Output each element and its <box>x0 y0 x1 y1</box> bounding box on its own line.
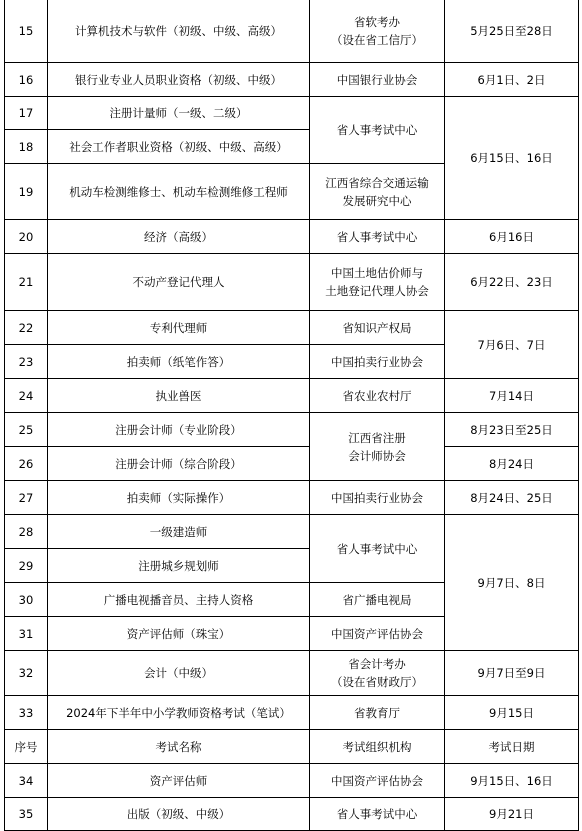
org-cell: 省人事考试中心 <box>310 798 445 831</box>
exam-name-cell: 计算机技术与软件（初级、中级、高级） <box>48 0 310 63</box>
date-cell: 9月7日、8日 <box>445 515 579 651</box>
seq-cell: 35 <box>5 798 48 831</box>
org-cell <box>310 254 445 311</box>
table-row <box>5 798 579 831</box>
org-cell: 中国拍卖行业协会 <box>310 481 445 515</box>
date-cell: 7月14日 <box>445 379 579 413</box>
seq-cell: 19 <box>5 164 48 220</box>
date-cell: 9月15日、16日 <box>445 764 579 798</box>
table-row <box>5 696 579 730</box>
exam-name-cell: 拍卖师（纸笔作答） <box>48 345 310 379</box>
seq-cell: 33 <box>5 696 48 730</box>
table-row <box>5 447 579 481</box>
org-cell: 省人事考试中心 <box>310 220 445 254</box>
org-line: 发展研究中心 <box>342 193 412 208</box>
table-row <box>5 413 579 447</box>
date-cell: 9月21日 <box>445 798 579 831</box>
table-row <box>5 254 579 311</box>
org-cell <box>310 0 445 63</box>
org-line: 会计师协会 <box>348 448 406 463</box>
seq-cell: 29 <box>5 549 48 583</box>
seq-cell: 21 <box>5 254 48 311</box>
table-row <box>5 481 579 515</box>
exam-name-cell: 出版（初级、中级） <box>48 798 310 831</box>
org-line: 江西省综合交通运输 <box>325 175 429 190</box>
org-cell: 省教育厅 <box>310 696 445 730</box>
exam-name-cell: 资产评估师 <box>48 764 310 798</box>
org-line: 省会计考办 <box>348 657 406 671</box>
seq-cell: 34 <box>5 764 48 798</box>
table-row <box>5 0 579 63</box>
exam-name-cell: 银行业专业人员职业资格（初级、中级） <box>48 63 310 97</box>
org-line: （设在省工信厅） <box>331 33 423 47</box>
exam-name-cell: 注册会计师（专业阶段） <box>48 413 310 447</box>
date-cell: 8月24日、25日 <box>445 481 579 515</box>
org-cell: 省广播电视局 <box>310 583 445 617</box>
seq-cell: 28 <box>5 515 48 549</box>
org-cell <box>310 651 445 696</box>
seq-cell: 30 <box>5 583 48 617</box>
seq-cell: 20 <box>5 220 48 254</box>
date-cell: 9月15日 <box>445 696 579 730</box>
date-cell: 6月15日、16日 <box>445 97 579 220</box>
org-cell: 中国拍卖行业协会 <box>310 345 445 379</box>
exam-name-cell: 注册会计师（综合阶段） <box>48 447 310 481</box>
exam-name-cell: 社会工作者职业资格（初级、中级、高级） <box>48 130 310 164</box>
table-row <box>5 515 579 549</box>
seq-cell: 15 <box>5 0 48 63</box>
date-cell: 5月25日至28日 <box>445 0 579 63</box>
table-row <box>5 651 579 696</box>
date-cell: 7月6日、7日 <box>445 311 579 379</box>
seq-cell: 18 <box>5 130 48 164</box>
seq-cell: 26 <box>5 447 48 481</box>
org-cell: 中国银行业协会 <box>310 63 445 97</box>
seq-cell: 24 <box>5 379 48 413</box>
date-cell: 6月22日、23日 <box>445 254 579 311</box>
seq-cell: 32 <box>5 651 48 696</box>
table-row <box>5 379 579 413</box>
org-line: （设在省财政厅） <box>331 675 423 689</box>
org-line: 省软考办 <box>354 15 400 29</box>
seq-cell: 16 <box>5 63 48 97</box>
table-header-row <box>5 730 579 764</box>
org-line: 土地登记代理人协会 <box>325 284 429 298</box>
header-name: 考试名称 <box>48 730 310 764</box>
org-cell: 中国资产评估协会 <box>310 764 445 798</box>
org-cell: 中国资产评估协会 <box>310 617 445 651</box>
seq-cell: 27 <box>5 481 48 515</box>
exam-name-cell: 拍卖师（实际操作） <box>48 481 310 515</box>
org-line: 中国土地估价师与 <box>331 266 423 280</box>
header-date: 考试日期 <box>445 730 579 764</box>
table-row <box>5 764 579 798</box>
exam-name-cell: 资产评估师（珠宝） <box>48 617 310 651</box>
date-cell: 8月23日至25日 <box>445 413 579 447</box>
exam-schedule-table <box>4 0 579 831</box>
seq-cell: 25 <box>5 413 48 447</box>
org-cell <box>310 413 445 481</box>
table-row <box>5 97 579 130</box>
org-cell: 省农业农村厅 <box>310 379 445 413</box>
exam-name-cell: 注册城乡规划师 <box>48 549 310 583</box>
exam-name-cell: 执业兽医 <box>48 379 310 413</box>
date-cell: 9月7日至9日 <box>445 651 579 696</box>
exam-name-cell: 经济（高级） <box>48 220 310 254</box>
org-cell: 省人事考试中心 <box>310 515 445 583</box>
seq-cell: 23 <box>5 345 48 379</box>
org-line: 江西省注册 <box>348 430 406 445</box>
org-cell: 省知识产权局 <box>310 311 445 345</box>
date-cell: 8月24日 <box>445 447 579 481</box>
exam-name-cell: 机动车检测维修士、机动车检测维修工程师 <box>48 164 310 220</box>
exam-name-cell: 会计（中级） <box>48 651 310 696</box>
org-cell: 省人事考试中心 <box>310 97 445 164</box>
exam-name-cell: 广播电视播音员、主持人资格 <box>48 583 310 617</box>
table-row <box>5 311 579 345</box>
exam-name-cell: 注册计量师（一级、二级） <box>48 97 310 130</box>
date-cell: 6月16日 <box>445 220 579 254</box>
exam-name-cell: 不动产登记代理人 <box>48 254 310 311</box>
exam-name-cell: 一级建造师 <box>48 515 310 549</box>
org-cell <box>310 164 445 220</box>
date-cell: 6月1日、2日 <box>445 63 579 97</box>
seq-cell: 31 <box>5 617 48 651</box>
table-row <box>5 63 579 97</box>
exam-name-cell: 专利代理师 <box>48 311 310 345</box>
header-seq: 序号 <box>5 730 48 764</box>
header-org: 考试组织机构 <box>310 730 445 764</box>
table-row <box>5 220 579 254</box>
exam-name-cell: 2024年下半年中小学教师资格考试（笔试） <box>48 696 310 730</box>
seq-cell: 17 <box>5 97 48 130</box>
seq-cell: 22 <box>5 311 48 345</box>
